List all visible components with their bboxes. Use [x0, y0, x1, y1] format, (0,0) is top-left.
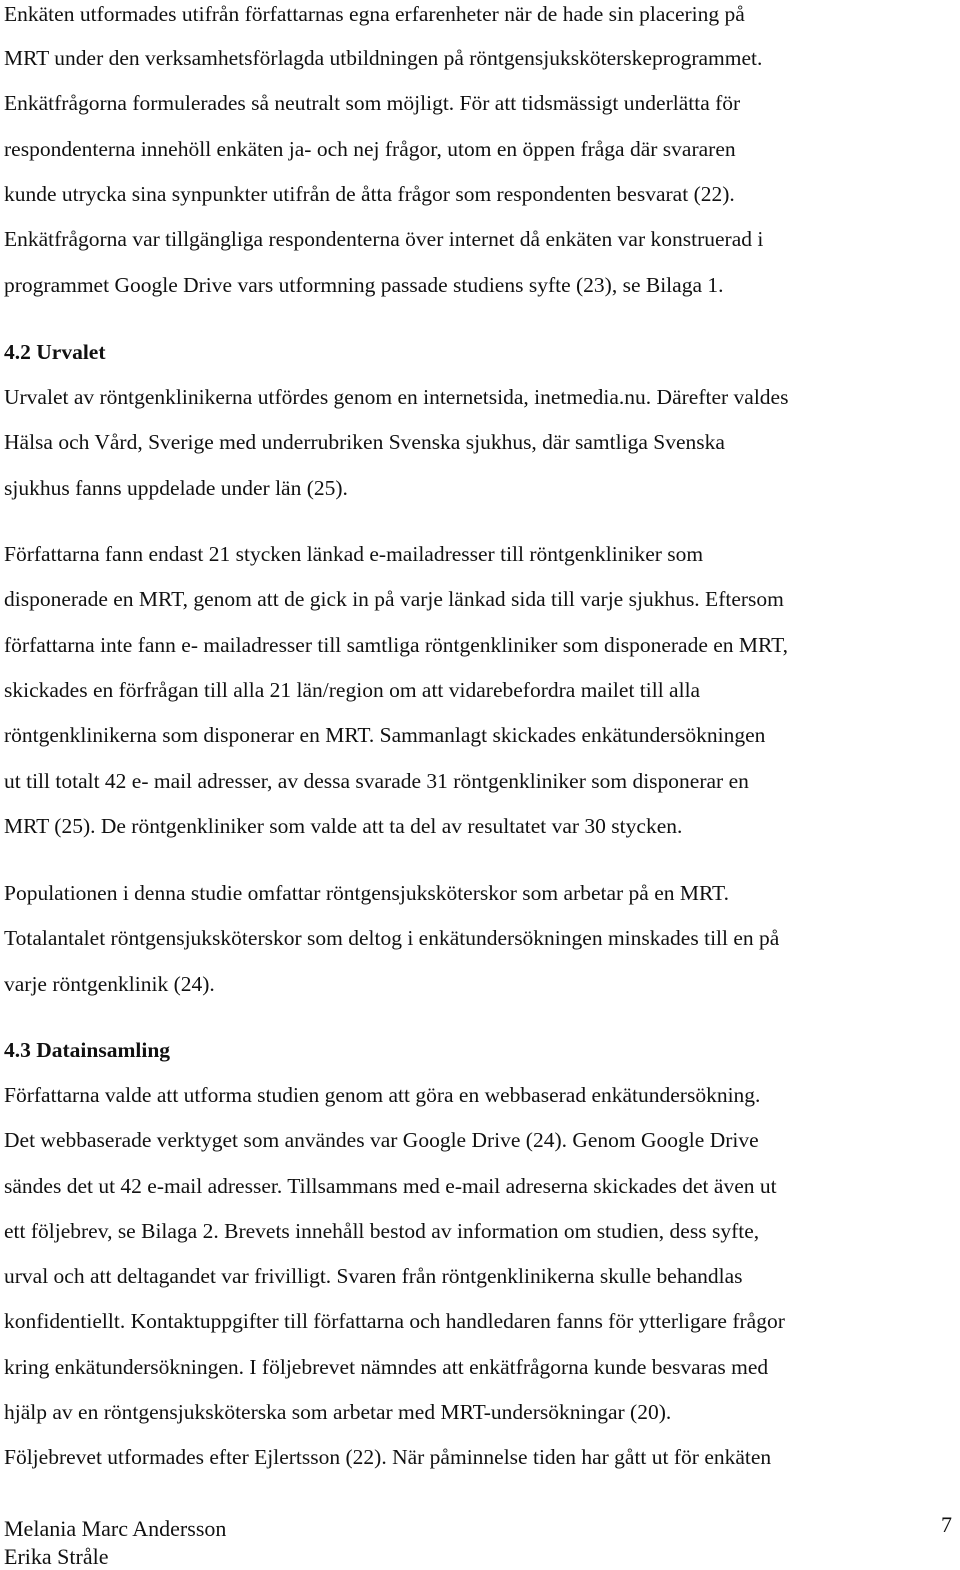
text-line: varje röntgenklinik (24).	[4, 972, 215, 996]
text-line: Urvalet av röntgenklinikerna utfördes genom en internetsida, inetmedia.nu. Därefter valdes	[4, 385, 789, 409]
text-line: författarna inte fann e- mailadresser till samtliga röntgenkliniker som disponerade en MRT,	[4, 633, 789, 657]
text-line: Det webbaserade verktyget som användes var Google Drive (24). Genom Google Drive	[4, 1128, 759, 1152]
text-line: hjälp av en röntgensjuksköterska som arbetar med MRT-undersökningar (20).	[4, 1400, 672, 1424]
text-line: Totalantalet röntgensjuksköterskor som deltog i enkätundersökningen minskades till en på	[4, 926, 780, 950]
text-line: Följebrevet utformades efter Ejlertsson (22). När påminnelse tiden har gått ut för enkäten	[4, 1445, 772, 1469]
text-line: respondenterna innehöll enkäten ja- och nej frågor, utom en öppen fråga där svararen	[4, 137, 736, 161]
text-line: Hälsa och Vård, Sverige med underrubriken Svenska sjukhus, där samtliga Svenska	[4, 430, 725, 454]
footer-author: Melania Marc Andersson	[4, 1516, 227, 1541]
section-heading-datainsamling: 4.3 Datainsamling	[4, 1038, 171, 1062]
footer-author: Erika Stråle	[4, 1544, 109, 1569]
text-line: sjukhus fanns uppdelade under län (25).	[4, 476, 348, 500]
text-line: programmet Google Drive vars utformning passade studiens syfte (23), se Bilaga 1.	[4, 273, 724, 297]
text-line: ett följebrev, se Bilaga 2. Brevets innehåll bestod av information om studien, dess syfte,	[4, 1219, 760, 1243]
text-line: kunde utrycka sina synpunkter utifrån de åtta frågor som respondenten besvarat (22).	[4, 182, 735, 206]
page-number: 7	[941, 1512, 952, 1537]
text-line: Författarna valde att utforma studien genom att göra en webbaserad enkätundersökning.	[4, 1083, 761, 1107]
text-line: skickades en förfrågan till alla 21 län/region om att vidarebefordra mailet till alla	[4, 678, 701, 702]
text-line: Enkätfrågorna formulerades så neutralt som möjligt. För att tidsmässigt underlätta för	[4, 91, 741, 115]
text-line: ut till totalt 42 e- mail adresser, av dessa svarade 31 röntgenkliniker som disponerar en	[4, 769, 749, 793]
text-line: Enkätfrågorna var tillgängliga respondenterna över internet då enkäten var konstruerad i	[4, 227, 764, 251]
text-line: Populationen i denna studie omfattar röntgensjuksköterskor som arbetar på en MRT.	[4, 881, 729, 905]
section-heading-urvalet: 4.2 Urvalet	[4, 340, 106, 364]
text-line: röntgenklinikerna som disponerar en MRT. Sammanlagt skickades enkätundersökningen	[4, 723, 766, 747]
text-line: MRT (25). De röntgenkliniker som valde att ta del av resultatet var 30 stycken.	[4, 814, 683, 838]
text-line: konfidentiellt. Kontaktuppgifter till författarna och handledaren fanns för ytterligare frågor	[4, 1309, 785, 1333]
text-line: MRT under den verksamhetsförlagda utbildningen på röntgensjuksköterskeprogrammet.	[4, 46, 763, 70]
text-line: kring enkätundersökningen. I följebrevet nämndes att enkätfrågorna kunde besvaras med	[4, 1355, 769, 1379]
text-line: urval och att deltagandet var frivilligt. Svaren från röntgenklinikerna skulle behandlas	[4, 1264, 743, 1288]
text-line: disponerade en MRT, genom att de gick in på varje länkad sida till varje sjukhus. Eftersom	[4, 587, 784, 611]
text-line: sändes det ut 42 e-mail adresser. Tillsammans med e-mail adreserna skickades det även ut	[4, 1174, 777, 1198]
text-line: Enkäten utformades utifrån författarnas egna erfarenheter när de hade sin placering på	[4, 2, 745, 26]
text-line: Författarna fann endast 21 stycken länkad e-mailadresser till röntgenkliniker som	[4, 542, 704, 566]
